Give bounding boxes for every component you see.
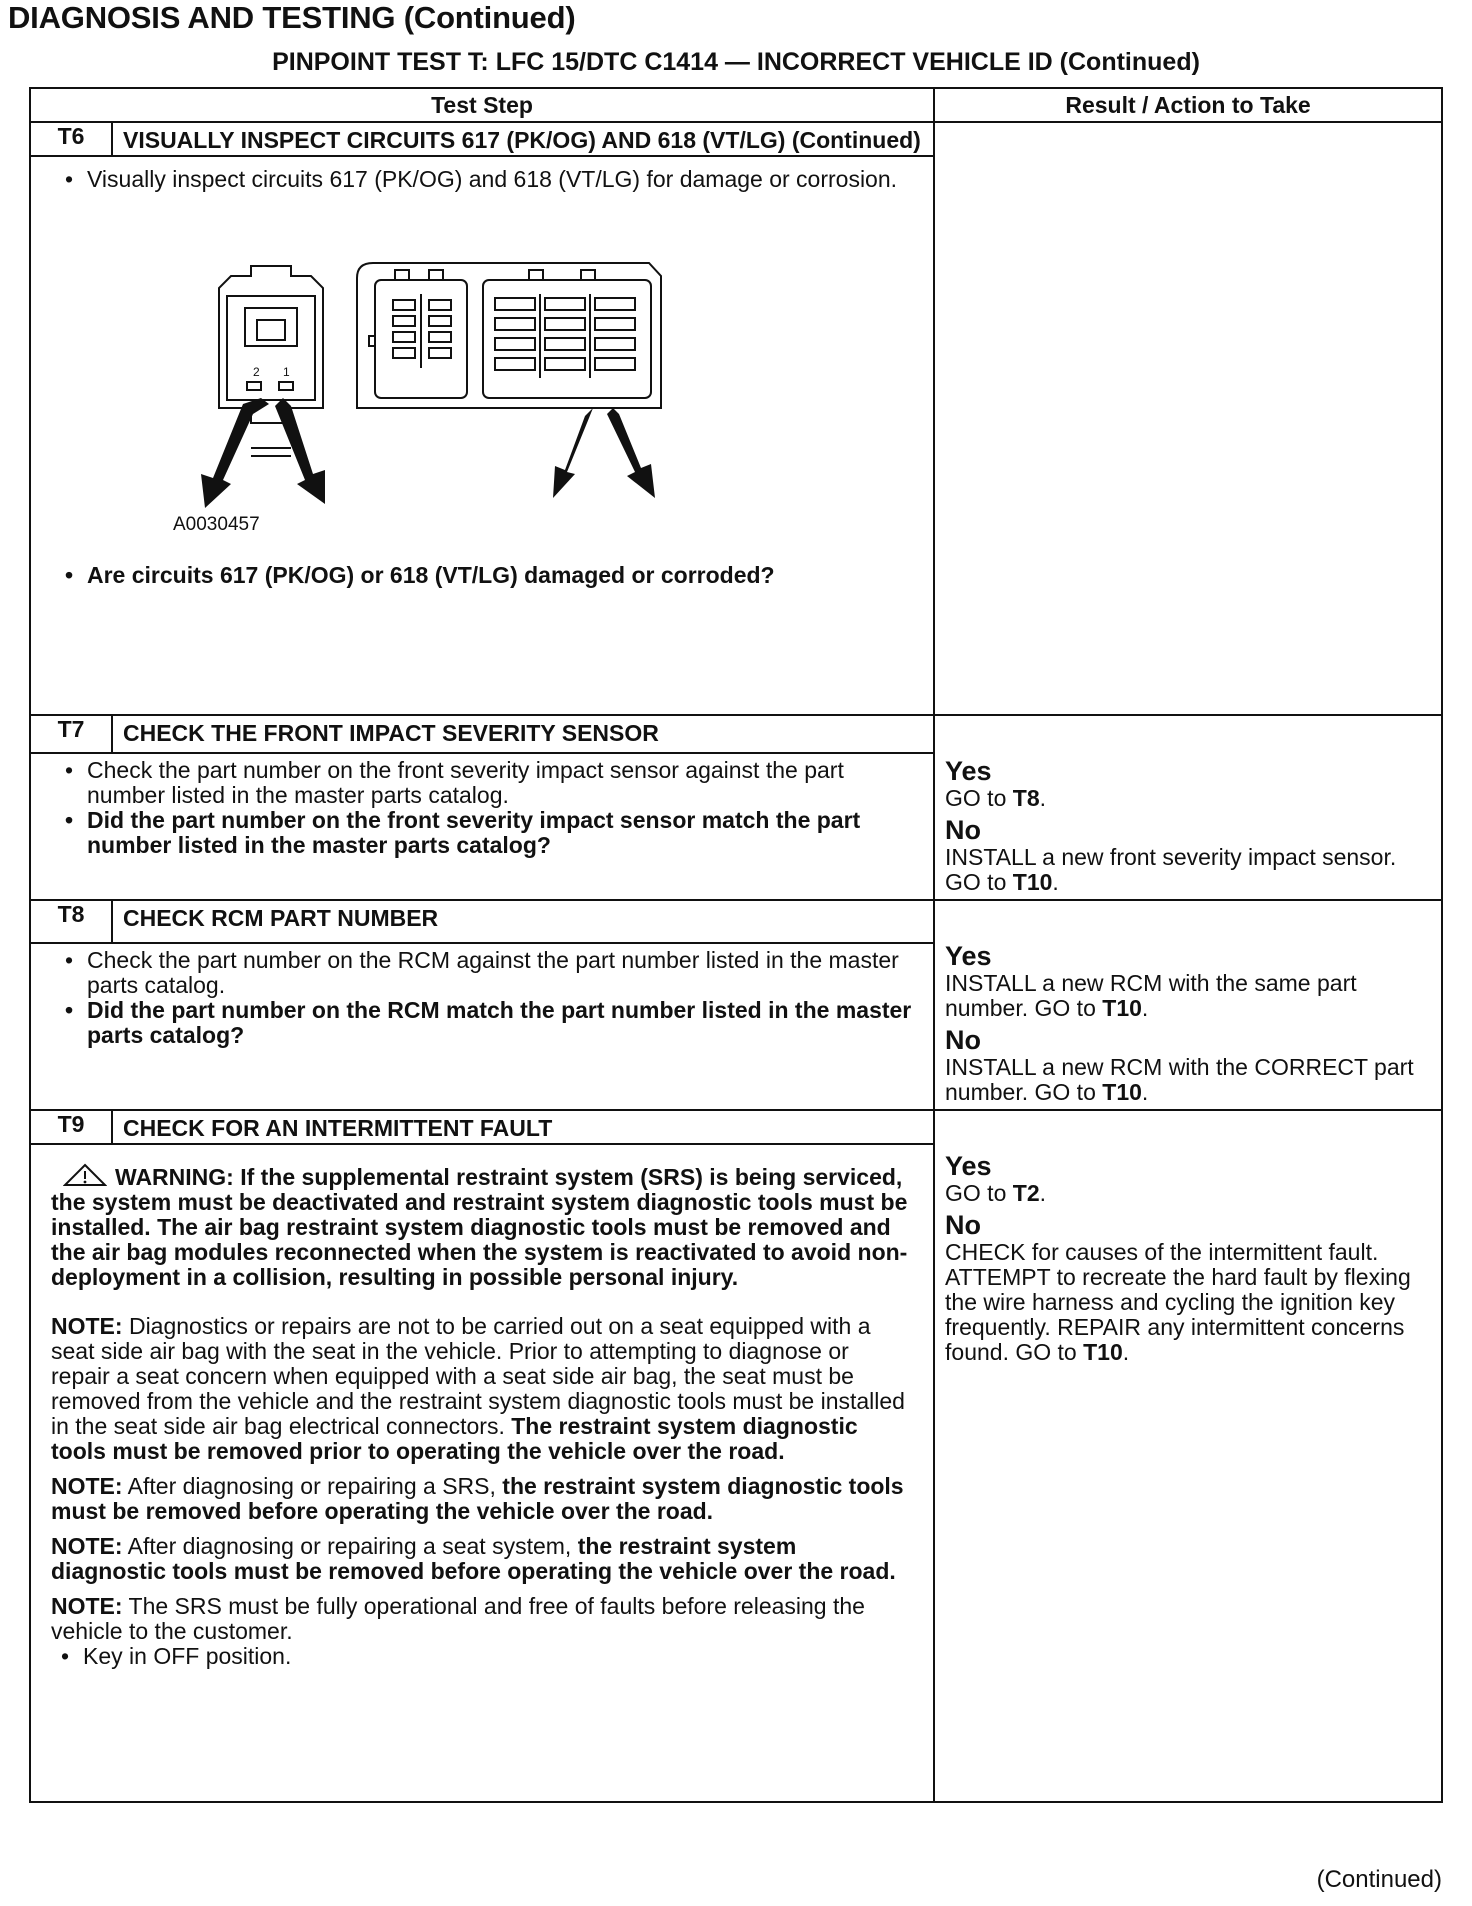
note-2: NOTE: After diagnosing or repairing a SRS, the restraint system diagnostic tools must be removed before operating the vehicle over the road. [51, 1473, 904, 1524]
step-title: VISUALLY INSPECT CIRCUITS 617 (PK/OG) AND 618 (VT/LG) (Continued) [112, 122, 934, 156]
step-t7-title-row [30, 715, 1442, 753]
pinpoint-test-title: PINPOINT TEST T: LFC 15/DTC C1414 — INCORRECT VEHICLE ID (Continued) [272, 48, 1200, 76]
step-title: CHECK THE FRONT IMPACT SEVERITY SENSOR [112, 715, 934, 753]
page-title: DIAGNOSIS AND TESTING (Continued) [8, 0, 576, 35]
step-body [30, 1144, 934, 1802]
step-number: T8 [30, 900, 112, 943]
step-t7-result-cell [934, 715, 1442, 900]
note-3: NOTE: After diagnosing or repairing a seat system, the restraint system diagnostic tools must be removed before operating the vehicle over the road. [51, 1533, 896, 1584]
step-t6-title-row [30, 122, 1442, 156]
step-title: CHECK FOR AN INTERMITTENT FAULT [112, 1110, 934, 1144]
no-label: No [945, 1025, 982, 1055]
note-4: NOTE: The SRS must be fully operational and free of faults before releasing the vehicle to the customer. [51, 1593, 865, 1644]
list-item: • Check the part number on the front severity impact sensor against the part number listed in the master parts catalog. [64, 756, 844, 808]
step-number: T9 [30, 1110, 112, 1144]
list-item: • Visually inspect circuits 617 (PK/OG) and 618 (VT/LG) for damage or corrosion. [64, 166, 898, 192]
col-header-test-step: Test Step [30, 88, 934, 122]
pinpoint-test-table [29, 87, 1443, 1803]
warning-text: WARNING: If the supplemental restraint system (SRS) is being serviced, the system must be deactivated and restraint system diagnostic tools must be installed. The air bag restraint system diagnostic tools must be removed and the air bag modules reconnected when the system is reactivated to avoid non-deployment in a collision, resulting in possible personal injury. [51, 1164, 908, 1290]
no-action: INSTALL a new RCM with the CORRECT part number. GO to T10. [945, 1054, 1414, 1105]
yes-label: Yes [945, 941, 992, 971]
svg-text:1: 1 [283, 365, 290, 379]
table-header-row [30, 88, 1442, 122]
col-header-result: Result / Action to Take [934, 88, 1442, 122]
step-t8-result-cell [934, 900, 1442, 1110]
list-item: • Check the part number on the RCM against the part number listed in the master parts catalog. [64, 947, 899, 998]
list-item: • Did the part number on the front severity impact sensor match the part number listed in the master parts catalog? [64, 806, 861, 858]
step-title: CHECK RCM PART NUMBER [112, 900, 934, 943]
svg-text:2: 2 [253, 365, 260, 379]
list-item: • Key in OFF position. [60, 1643, 292, 1669]
yes-action: INSTALL a new RCM with the same part number. GO to T10. [945, 970, 1357, 1021]
yes-action: GO to T8. [945, 785, 1046, 811]
step-number: T6 [30, 122, 112, 156]
yes-label: Yes [945, 756, 992, 786]
step-body [30, 156, 934, 715]
figure-id: A0030457 [173, 514, 260, 535]
no-action: INSTALL a new front severity impact sensor. GO to T10. [945, 844, 1397, 895]
no-label: No [945, 815, 982, 845]
connector-diagram [161, 208, 801, 508]
yes-action: GO to T2. [945, 1180, 1046, 1206]
note-1: NOTE: Diagnostics or repairs are not to be carried out on a seat equipped with a seat side air bag with the seat in the vehicle. Prior to attempting to diagnose or repair a seat concern when equipped with a seat side air bag, the seat must be removed from the vehicle and the restraint system diagnostic tools must be installed in the seat side air bag electrical connectors. The restraint system diagnostic tools must be removed prior to operating the vehicle over the road. [51, 1313, 905, 1464]
no-label: No [945, 1210, 982, 1240]
list-item: • Did the part number on the RCM match the part number listed in the master parts catalog? [64, 997, 912, 1048]
step-number: T7 [30, 715, 112, 753]
no-action: CHECK for causes of the intermittent fault. ATTEMPT to recreate the hard fault by flexing the wire harness and cycling the ignition key frequently. REPAIR any intermittent concerns found. GO to T10. [945, 1239, 1411, 1365]
connector-figure [51, 192, 913, 512]
step-t6-result-cell [934, 122, 1442, 715]
step-t8-title-row [30, 900, 1442, 943]
step-body [30, 943, 934, 1110]
continued-label: (Continued) [1316, 1866, 1442, 1893]
step-t9-title-row [30, 1110, 1442, 1144]
warning-triangle-icon [63, 1163, 107, 1187]
step-body [30, 753, 934, 900]
list-item: • Are circuits 617 (PK/OG) or 618 (VT/LG) damaged or corroded? [64, 562, 775, 588]
step-t9-result-cell [934, 1110, 1442, 1802]
yes-label: Yes [945, 1151, 992, 1181]
